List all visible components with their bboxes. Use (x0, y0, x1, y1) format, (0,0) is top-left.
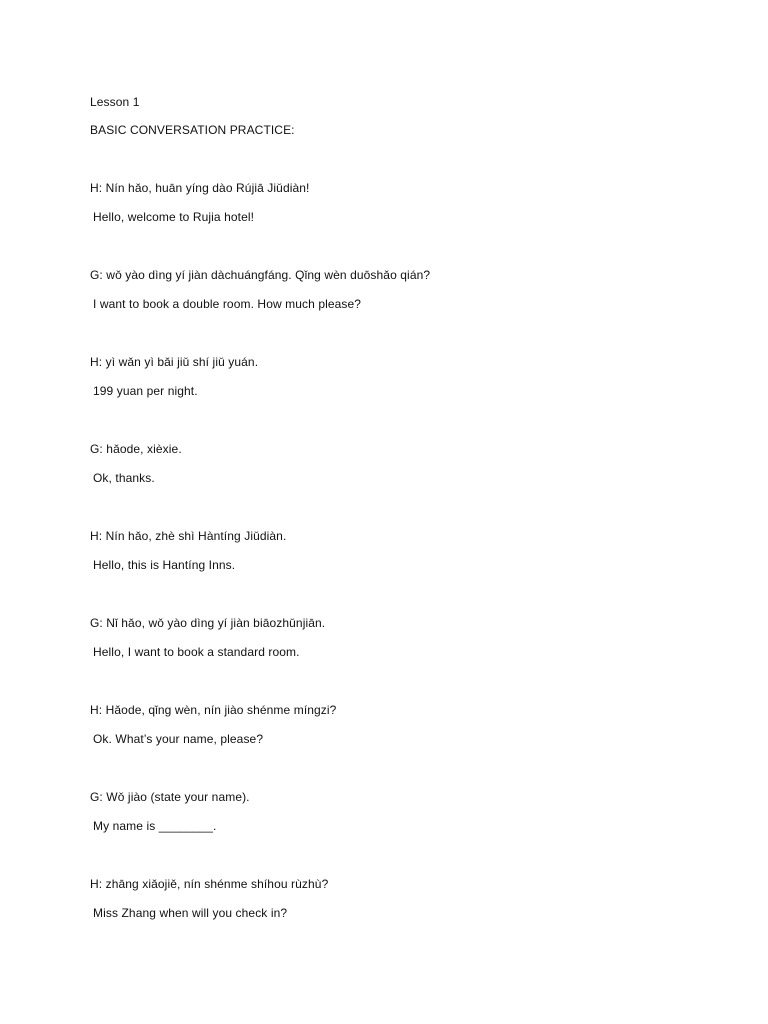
dialogue-exchange (90, 180, 710, 225)
english-translation: Ok. What’s your name, please? (93, 732, 264, 746)
pinyin-line: G: Nǐ hǎo, wǒ yào dìng yí jiàn biāozhǔnjiān. (90, 616, 326, 630)
english-translation: Hello, this is Hantíng Inns. (93, 558, 236, 572)
dialogue-exchange (90, 876, 710, 921)
english-translation: My name is ________. (93, 819, 217, 833)
english-translation: I want to book a double room. How much please? (93, 297, 362, 311)
dialogue-exchange (90, 354, 710, 399)
lesson-title: Lesson 1 (90, 95, 140, 109)
dialogue-exchange (90, 615, 710, 660)
pinyin-line: H: Hǎode, qǐng wèn, nín jiào shénme míngzi? (90, 703, 337, 717)
pinyin-line: H: zhāng xiǎojiě, nín shénme shíhou rùzhù? (90, 877, 329, 891)
pinyin-line: G: hǎode, xièxie. (90, 442, 182, 456)
dialogue-exchange (90, 702, 710, 747)
english-translation: 199 yuan per night. (93, 384, 198, 398)
dialogue-exchange (90, 267, 710, 312)
english-translation: Hello, I want to book a standard room. (93, 645, 300, 659)
pinyin-line: H: yì wǎn yì bǎi jiǔ shí jiǔ yuán. (90, 355, 259, 369)
pinyin-line: G: Wǒ jiào (state your name). (90, 790, 250, 804)
english-translation: Miss Zhang when will you check in? (93, 906, 288, 920)
english-translation: Ok, thanks. (93, 471, 155, 485)
document-content (90, 94, 710, 963)
pinyin-line: G: wǒ yào dìng yí jiàn dàchuángfáng. Qǐng wèn duōshǎo qián? (90, 268, 431, 282)
pinyin-line: H: Nín hǎo, huān yíng dào Rújiā Jiǔdiàn! (90, 181, 310, 195)
pinyin-line: H: Nín hǎo, zhè shì Hàntíng Jiǔdiàn. (90, 529, 287, 543)
section-title: BASIC CONVERSATION PRACTICE: (90, 123, 295, 137)
dialogue-exchange (90, 528, 710, 573)
dialogue-exchange (90, 441, 710, 486)
dialogue-exchange (90, 789, 710, 834)
english-translation: Hello, welcome to Rujia hotel! (93, 210, 255, 224)
